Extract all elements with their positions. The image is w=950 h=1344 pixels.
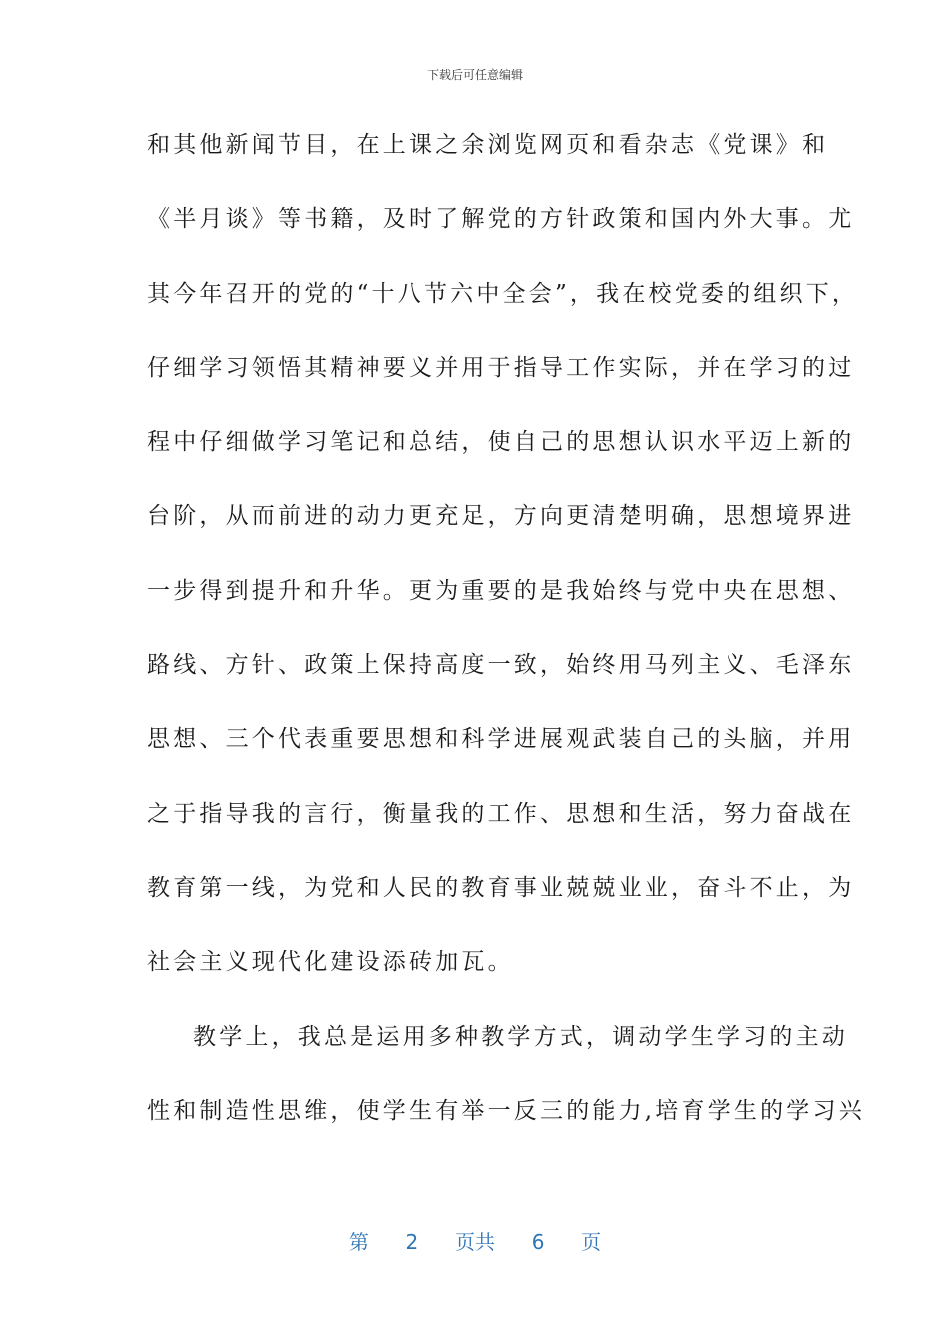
header-note: 下载后可任意编辑 <box>426 68 523 82</box>
text-line-paragraph-start: 教学上，我总是运用多种教学方式，调动学生学习的主动 <box>193 1023 848 1050</box>
footer-middle: 页共 <box>455 1230 495 1254</box>
text-line: 其今年召开的党的“十八节六中全会”，我在校党委的组织下， <box>147 280 859 307</box>
body-text <box>147 118 865 1158</box>
text-line: 教育第一线，为党和人民的教育事业兢兢业业，奋斗不止，为 <box>147 874 855 901</box>
text-line: 路线、方针、政策上保持高度一致，始终用马列主义、毛泽东 <box>147 652 855 679</box>
page-footer <box>0 1226 950 1255</box>
text-line: 仔细学习领悟其精神要义并用于指导工作实际，并在学习的过 <box>147 354 855 381</box>
text-line: 社会主义现代化建设添砖加瓦。 <box>147 949 514 976</box>
footer-total-pages: 6 <box>531 1230 545 1254</box>
text-line: 程中仔细做学习笔记和总结，使自己的思想认识水平迈上新的 <box>147 429 855 456</box>
footer-suffix: 页 <box>581 1230 602 1254</box>
text-line: 和其他新闻节目，在上课之余浏览网页和看杂志《党课》和 <box>147 132 829 158</box>
text-line: 思想、三个代表重要思想和科学进展观武装自己的头脑，并用 <box>147 726 855 753</box>
footer-prefix: 第 <box>348 1230 369 1254</box>
footer-current-page: 2 <box>405 1230 419 1254</box>
text-line: 台阶，从而前进的动力更充足，方向更清楚明确，思想境界进 <box>147 503 855 530</box>
text-line: 之于指导我的言行，衡量我的工作、思想和生活，努力奋战在 <box>147 800 855 827</box>
text-line: 一步得到提升和升华。更为重要的是我始终与党中央在思想、 <box>147 577 855 604</box>
text-line: 《半月谈》等书籍，及时了解党的方针政策和国内外大事。尤 <box>147 206 855 233</box>
text-line: 性和制造性思维，使学生有举一反三的能力,培育学生的学习兴 <box>147 1097 865 1124</box>
